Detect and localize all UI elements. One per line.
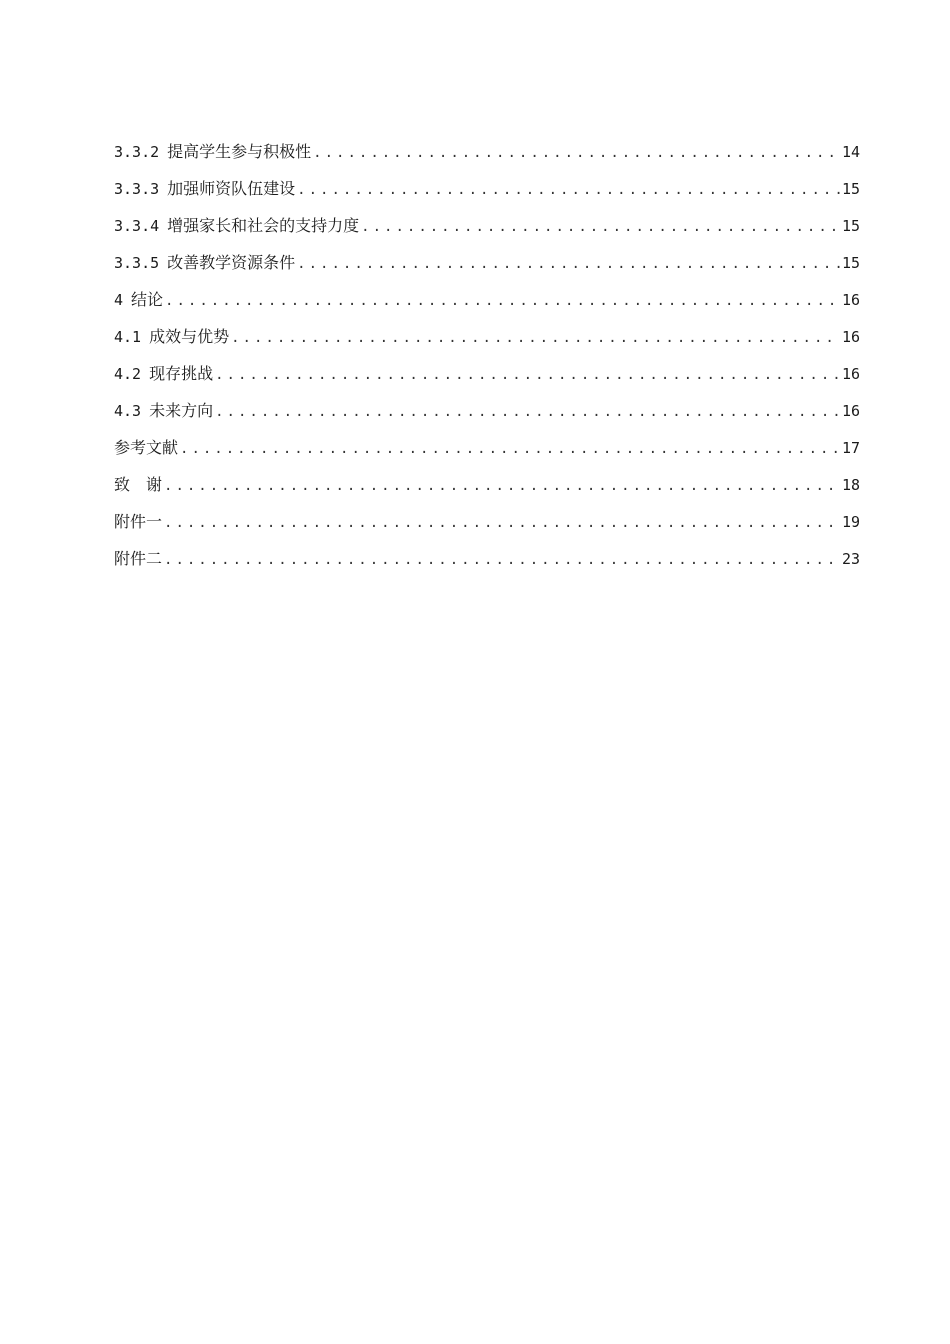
toc-entry[interactable]	[114, 466, 860, 503]
toc-dot-leader	[215, 394, 840, 431]
toc-entry-title: 成效与优势	[149, 327, 230, 346]
toc-entry-title: 附件一	[114, 512, 163, 531]
toc-entry[interactable]	[114, 540, 860, 577]
table-of-contents	[114, 133, 860, 577]
toc-entry[interactable]	[114, 503, 860, 540]
toc-entry-number: 4.1	[114, 328, 142, 346]
toc-entry-title: 加强师资队伍建设	[167, 179, 296, 198]
toc-entry-page: 23	[841, 550, 860, 568]
toc-entry[interactable]	[114, 244, 860, 281]
toc-entry-page: 15	[841, 254, 860, 272]
toc-dot-leader	[180, 431, 840, 468]
toc-entry[interactable]	[114, 207, 860, 244]
toc-entry-page: 15	[841, 217, 860, 235]
toc-entry[interactable]	[114, 392, 860, 429]
toc-entry[interactable]	[114, 318, 860, 355]
toc-entry-number: 3.3.4	[114, 217, 160, 235]
toc-entry[interactable]	[114, 133, 860, 170]
toc-entry-title: 结论	[131, 290, 164, 309]
toc-entry[interactable]	[114, 281, 860, 318]
toc-dot-leader	[215, 357, 840, 394]
toc-dot-leader	[297, 246, 840, 283]
toc-entry-title: 致 谢	[114, 475, 163, 494]
toc-dot-leader	[164, 505, 840, 542]
toc-dot-leader	[164, 542, 840, 579]
toc-entry-title: 改善教学资源条件	[167, 253, 296, 272]
toc-dot-leader	[231, 320, 840, 357]
toc-entry-page: 16	[841, 402, 860, 420]
toc-entry-page: 16	[841, 365, 860, 383]
toc-entry-title: 增强家长和社会的支持力度	[167, 216, 360, 235]
toc-entry-title: 参考文献	[114, 438, 179, 457]
toc-dot-leader	[297, 172, 840, 209]
toc-entry-number: 4	[114, 291, 124, 309]
toc-dot-leader	[164, 468, 840, 505]
toc-entry-number: 3.3.3	[114, 180, 160, 198]
toc-entry-number: 3.3.5	[114, 254, 160, 272]
toc-entry-title: 提高学生参与积极性	[167, 142, 312, 161]
toc-entry-page: 18	[841, 476, 860, 494]
toc-entry[interactable]	[114, 429, 860, 466]
toc-dot-leader	[313, 135, 840, 172]
toc-entry-title: 附件二	[114, 549, 163, 568]
toc-entry[interactable]	[114, 355, 860, 392]
toc-entry-number: 3.3.2	[114, 143, 160, 161]
toc-entry-title: 现存挑战	[149, 364, 214, 383]
toc-entry-page: 17	[841, 439, 860, 457]
toc-dot-leader	[361, 209, 840, 246]
toc-entry-number: 4.3	[114, 402, 142, 420]
toc-dot-leader	[165, 283, 840, 320]
toc-entry-number: 4.2	[114, 365, 142, 383]
toc-entry-title: 未来方向	[149, 401, 214, 420]
toc-entry-page: 16	[841, 291, 860, 309]
toc-entry-page: 16	[841, 328, 860, 346]
toc-entry-page: 19	[841, 513, 860, 531]
toc-entry[interactable]	[114, 170, 860, 207]
toc-entry-page: 15	[841, 180, 860, 198]
toc-entry-page: 14	[841, 143, 860, 161]
